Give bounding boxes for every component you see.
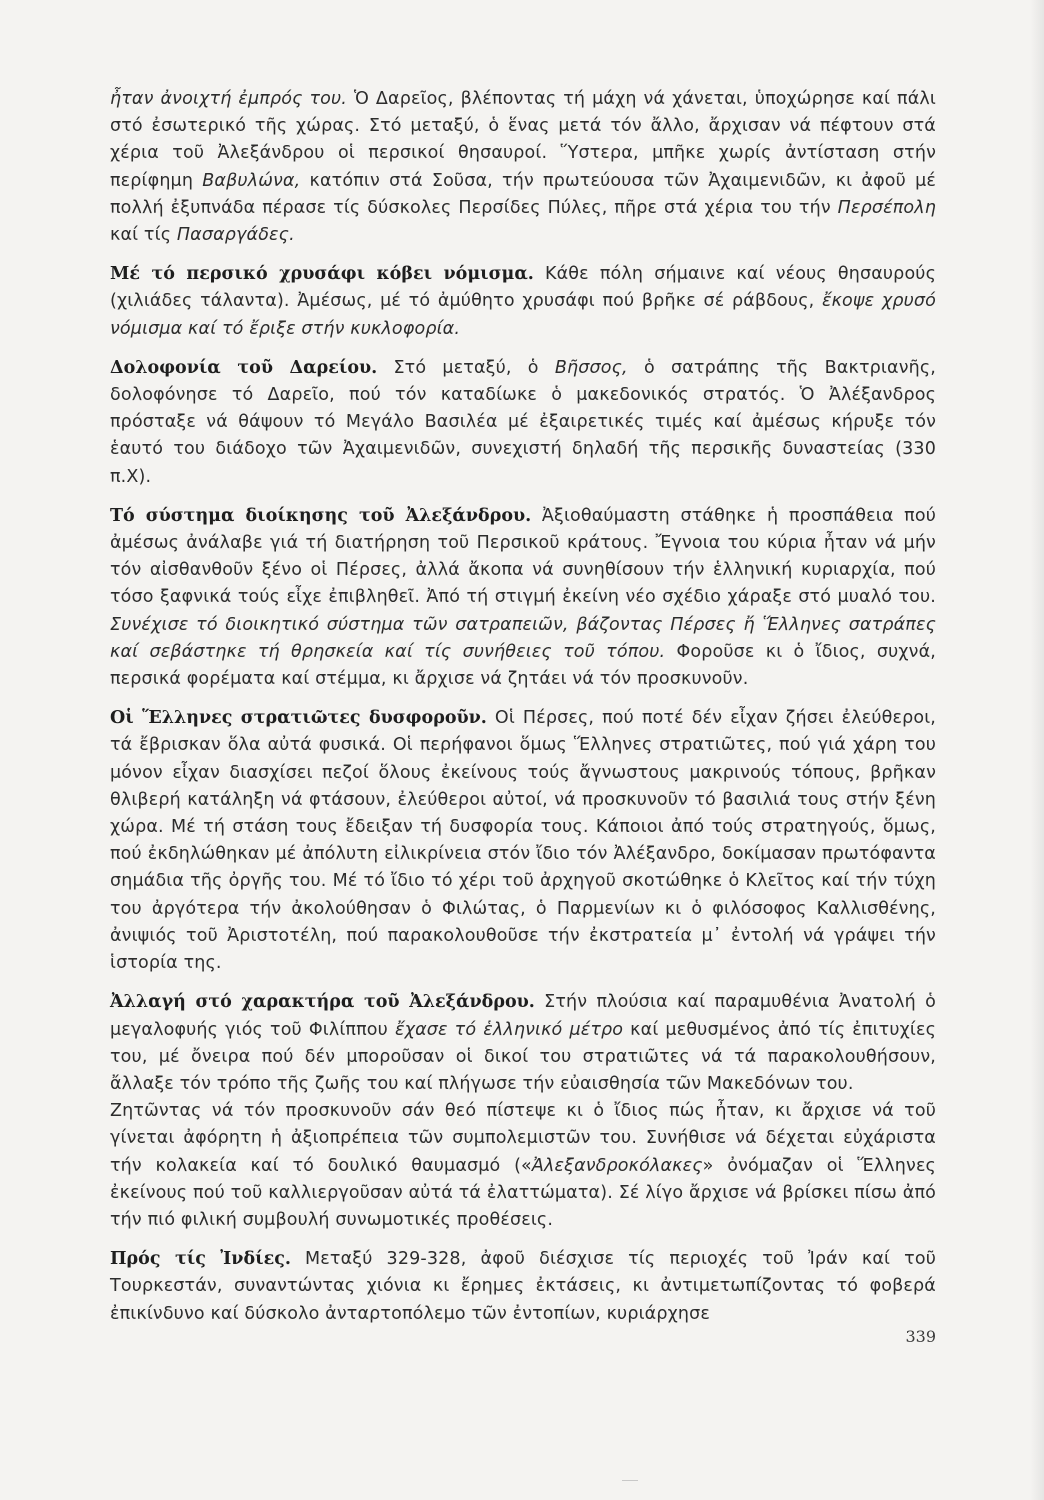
section-heading: Ἀλλαγή στό χαρακτήρα τοῦ Ἀλεξάνδρου. xyxy=(110,992,535,1013)
book-page-text xyxy=(110,86,936,1340)
page-edge-shadow xyxy=(1030,0,1044,1500)
paragraph-text: Μεταξύ 329-328, ἀφοῦ διέσχισε τίς περιοχές τοῦ Ἰράν καί τοῦ Τουρκεστάν, συναντώντας χιόνια κι ἔρημες ἐκτάσεις, κι ἀντιμετωπίζοντας τό φοβερά ἐπικίνδυνο καί δύσκολο ἀνταρτοπόλεμο τῶν ἐντοπίων, κυριάρχησε xyxy=(110,1249,936,1324)
paragraph-administration xyxy=(110,503,936,693)
paragraph-text: Φοροῦσε κι ὁ ἴδιος, συχνά, περσικά φορέματα καί στέμμα, κι ἄρχισε νά ζητάει νά τόν προσκυνοῦν. xyxy=(110,641,936,690)
italic-text: Συνέχισε τό διοικητικό σύστημα τῶν σατραπειῶν, βάζοντας Πέρσες ἤ Ἕλληνες σατράπες καί σεβάστηκε τή θρησκεία καί τίς συνήθειες τοῦ τόπου. xyxy=(110,614,936,662)
paragraph-persian-gold xyxy=(110,261,936,343)
paragraph-to-india xyxy=(110,1246,936,1328)
paragraph-text: κατόπιν στά Σοῦσα, τήν πρωτεύουσα τῶν Ἀχαιμενιδῶν, κι ἀφοῦ μέ πολλή ἐξυπνάδα πέρασε τίς δύσκολες Περσίδες Πύλες, πῆρε στά χέρια του τήν xyxy=(110,170,936,218)
italic-text: Βαβυλώνα, xyxy=(202,170,301,191)
italic-text: ἔκοψε χρυσό νόμισμα καί τό ἔριξε στήν κυκλοφορία. xyxy=(110,291,936,339)
paragraph-text: Ἀξιοθαύμαστη στάθηκε ἡ προσπάθεια πού ἀμέσως ἀνάλαβε γιά τή διατήρηση τοῦ Περσικοῦ κράτους. Ἔγνοια του κύρια ἦταν νά μήν τόν αἰσθανθοῦν ξένο οἱ Πέρσες, ἀλλά ἄκοπα νά συνηθίσουν τήν ἑλληνική κυριαρχία, πού τόσο ξαφνικά τούς εἶχε ἐπιβληθεῖ. Ἀπό τή στιγμή ἐκείνη νέο σχέδιο χάραξε στό μυαλό του. xyxy=(110,505,936,608)
paragraph-text: ὁ σατράπης τῆς Βακτριανῆς, δολοφόνησε τό Δαρεῖο, πού τόν καταδίωκε ὁ μακεδονικός στρατός. Ὁ Ἀλέξανδρος πρόσταξε νά θάψουν τό Μεγάλο Βασιλέα μέ ἐξαιρετικές τιμές καί ἀμέσως κήρυξε τόν ἑαυτό του διάδοχο τῶν Ἀχαιμενιδῶν, συνεχιστή δηλαδή τῆς περσικῆς δυναστείας (330 π.Χ). xyxy=(110,357,936,487)
paragraph-text: Οἱ Πέρσες, πού ποτέ δέν εἶχαν ζήσει ἐλεύθεροι, τά ἔβρισκαν ὅλα αὐτά φυσικά. Οἱ περήφανοι ὅμως Ἕλληνες στρατιῶτες, πού γιά χάρη του μόνον εἶχαν διασχίσει πεζοί ὅλους ἐκείνους τούς ἄγνωστους μακρινούς τόπους, βρῆκαν θλιβερή κατάληξη νά φτάσουν, ἐλεύθεροι αὐτοί, νά προσκυνοῦν τό βασιλιά τους στήν ξένη χώρα. Μέ τή στάση τους ἔδειξαν τή δυσφορία τους. Κάποιοι ἀπό τούς στρατηγούς, ὅμως, πού ἐκδηλώθηκαν μέ ἀπόλυτη εἰλικρίνεια στόν ἴδιο τόν Ἀλέξανδρο, δοκίμασαν πρωτόφαντα σημάδια τῆς ὀργῆς του. Μέ τό ἴδιο τό χέρι τοῦ ἀρχηγοῦ σκοτώθηκε ὁ Κλεῖτος καί τήν τύχη του ἀργότερα τήν ἀκολούθησαν ὁ Φιλώτας, ὁ Παρμενίων κι ὁ φιλόσοφος Καλλισθένης, ἀνιψιός τοῦ Ἀριστοτέλη, πού παρακολουθοῦσε τήν ἐκστρατεία μ᾽ ἐντολή νά γράψει τήν ἱστορία της. xyxy=(110,708,937,974)
section-heading: Δολοφονία τοῦ Δαρείου. xyxy=(110,357,378,378)
paragraph-text: καί τίς xyxy=(110,225,177,246)
page-number: 339 xyxy=(905,1327,936,1346)
section-heading: Μέ τό περσικό χρυσάφι κόβει νόμισμα. xyxy=(110,264,534,285)
paragraph-darius-retreat xyxy=(110,86,936,249)
section-heading: Πρός τίς Ἰνδίες. xyxy=(110,1249,291,1270)
paragraph-text: » ὀνόμαζαν οἱ Ἕλληνες ἐκείνους πού τοῦ καλλιεργοῦσαν αὐτά τά ἐλαττώματα). Σέ λίγο ἄρχισε νά βρίσκει πίσω ἀπό τήν πιό φιλική συμβουλή συνωμοτικές προθέσεις. xyxy=(110,1155,936,1230)
scan-mark xyxy=(622,1480,638,1481)
paragraph-worship xyxy=(110,1098,936,1234)
paragraph-text: Ζητῶντας νά τόν προσκυνοῦν σάν θεό πίστεψε κι ὁ ἴδιος πώς ἦταν, κι ἄρχισε νά τοῦ γίνεται ἀφόρητη ἡ ἀξιοπρέπεια τῶν συμπολεμιστῶν του. Συνήθισε νά δέχεται εὐχάριστα τήν κολακεία καί τό δουλικό θαυμασμό (« xyxy=(110,1101,936,1176)
paragraph-greek-soldiers xyxy=(110,705,936,977)
paragraph-text: καί μεθυσμένος ἀπό τίς ἐπιτυχίες του, μέ ὄνειρα πού δέν μποροῦσαν οἱ δικοί του στρατιῶτες νά τά παρακολουθήσουν, ἄλλαξε τόν τρόπο τῆς ζωῆς του καί πλήγωσε τήν εὐαισθησία τῶν Μακεδόνων του. xyxy=(110,1019,936,1094)
paragraph-text: Ὁ Δαρεῖος, βλέποντας τή μάχη νά χάνεται, ὑποχώρησε καί πάλι στό ἐσωτερικό τῆς χώρας. Στό μεταξύ, ὁ ἕνας μετά τόν ἄλλο, ἄρχισαν νά πέφτουν στά χέρια τοῦ Ἀλεξάνδρου οἱ περσικοί θησαυροί. Ὕστερα, μπῆκε χωρίς ἀντίσταση στήν περίφημη xyxy=(110,89,936,191)
italic-text: Βῆσσος, xyxy=(554,357,628,378)
section-heading: Τό σύστημα διοίκησης τοῦ Ἀλεξάνδρου. xyxy=(110,505,532,526)
italic-text: ἔχασε τό ἑλληνικό μέτρο xyxy=(394,1019,624,1040)
paragraph-darius-murder xyxy=(110,355,936,491)
paragraph-text: Στό μεταξύ, ὁ xyxy=(377,357,555,378)
italic-text: Ἀλεξανδροκόλακες xyxy=(531,1155,703,1176)
section-heading: Οἱ Ἕλληνες στρατιῶτες δυσφοροῦν. xyxy=(110,708,487,729)
paragraph-character-change xyxy=(110,989,936,1098)
italic-text: ἦταν ἀνοιχτή ἐμπρός του. xyxy=(110,89,348,109)
italic-text: Πασαργάδες. xyxy=(176,225,295,246)
italic-text: Περσέπολη xyxy=(837,197,936,218)
paragraph-text: Στήν πλούσια καί παραμυθένια Ἀνατολή ὁ μεγαλοφυής γιός τοῦ Φιλίππου xyxy=(110,992,936,1040)
paragraph-text: Κάθε πόλη σήμαινε καί νέους θησαυρούς (χιλιάδες τάλαντα). Ἀμέσως, μέ τό ἀμύθητο χρυσάφι πού βρῆκε σέ ράβδους, xyxy=(110,264,936,312)
